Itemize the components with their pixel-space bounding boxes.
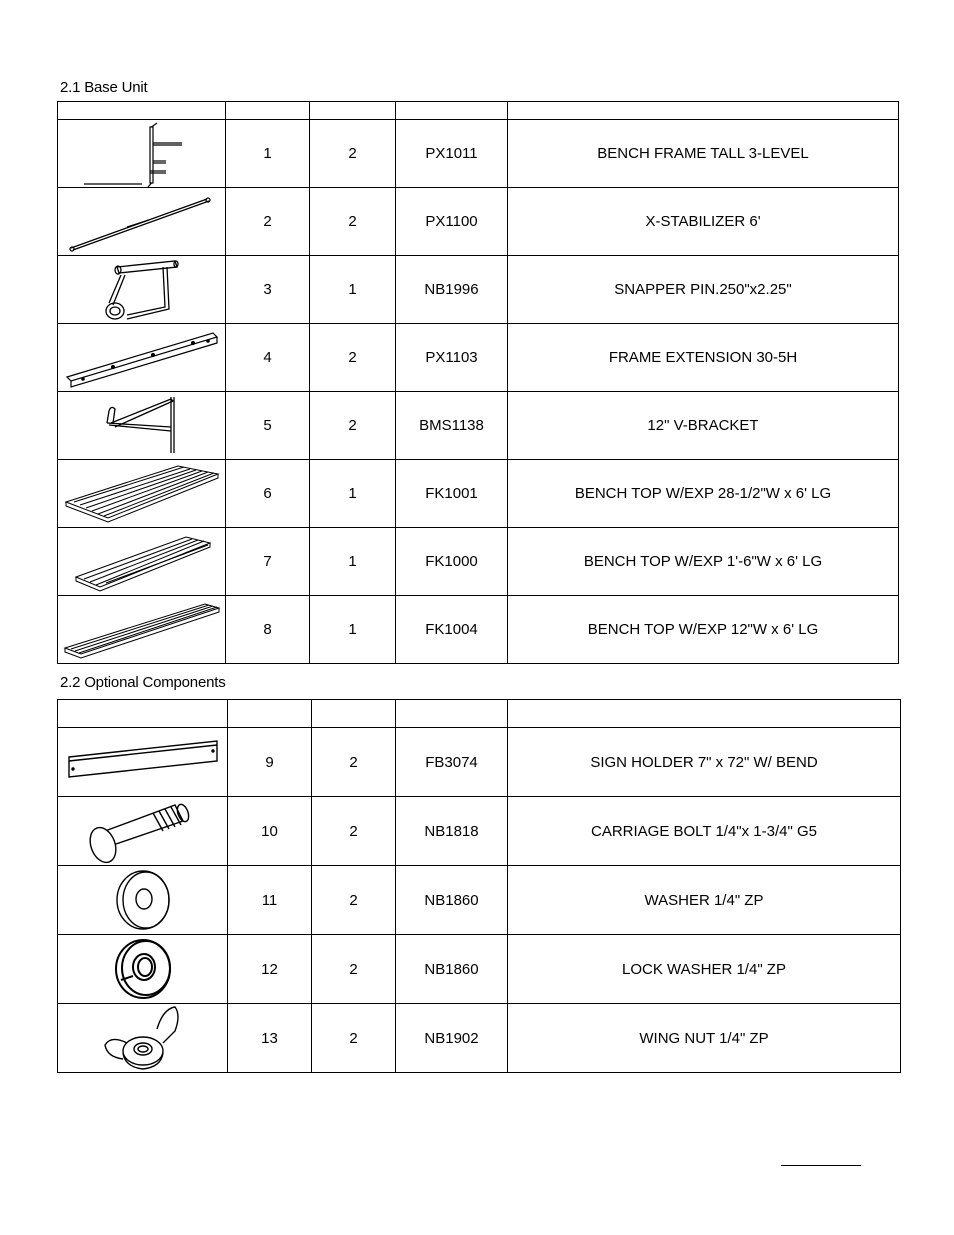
bench-top-wide-icon (62, 462, 222, 526)
item-number: 7 (226, 528, 310, 596)
quantity: 2 (312, 866, 396, 935)
quantity: 1 (310, 596, 396, 664)
table-row (58, 256, 899, 324)
item-number: 9 (228, 728, 312, 797)
part-description: X-STABILIZER 6' (508, 188, 899, 256)
part-description: BENCH TOP W/EXP 12"W x 6' LG (508, 596, 899, 664)
snapper-pin-icon (97, 257, 187, 323)
part-image-cell (58, 392, 226, 460)
table-row (58, 120, 899, 188)
part-image-cell (58, 935, 228, 1004)
header-cell-item (226, 102, 310, 120)
part-image-cell (58, 1004, 228, 1073)
bench-top-medium-icon (70, 531, 214, 593)
part-description: FRAME EXTENSION 30-5H (508, 324, 899, 392)
optional-components-table (57, 699, 901, 1073)
table-row (58, 324, 899, 392)
item-number: 10 (228, 797, 312, 866)
quantity: 1 (310, 460, 396, 528)
part-image-cell (58, 596, 226, 664)
lock-washer-icon (111, 936, 175, 1002)
table-row (58, 797, 901, 866)
header-cell-description (508, 102, 899, 120)
part-number: NB1860 (396, 935, 508, 1004)
part-description: SIGN HOLDER 7" x 72" W/ BEND (508, 728, 901, 797)
header-cell-image (58, 102, 226, 120)
quantity: 1 (310, 256, 396, 324)
part-image-cell (58, 866, 228, 935)
part-number: NB1902 (396, 1004, 508, 1073)
part-number: FK1000 (396, 528, 508, 596)
item-number: 1 (226, 120, 310, 188)
table-row (58, 528, 899, 596)
frame-extension-icon (63, 327, 221, 389)
part-description: BENCH TOP W/EXP 1'-6"W x 6' LG (508, 528, 899, 596)
part-image-cell (58, 188, 226, 256)
quantity: 1 (310, 528, 396, 596)
part-number: NB1996 (396, 256, 508, 324)
table-row (58, 460, 899, 528)
table-row (58, 728, 901, 797)
part-image-cell (58, 460, 226, 528)
part-image-cell (58, 528, 226, 596)
item-number: 5 (226, 392, 310, 460)
part-description: 12" V-BRACKET (508, 392, 899, 460)
part-description: BENCH TOP W/EXP 28-1/2"W x 6' LG (508, 460, 899, 528)
table-row (58, 935, 901, 1004)
part-number: FK1001 (396, 460, 508, 528)
header-cell-part (396, 700, 508, 728)
header-cell-item (228, 700, 312, 728)
header-cell-qty (312, 700, 396, 728)
section-title-base-unit: 2.1 Base Unit (60, 79, 148, 96)
part-description: CARRIAGE BOLT 1/4"x 1-3/4" G5 (508, 797, 901, 866)
table-row (58, 596, 899, 664)
washer-icon (113, 867, 173, 933)
section-title-optional-components: 2.2 Optional Components (60, 674, 226, 691)
item-number: 12 (228, 935, 312, 1004)
item-number: 8 (226, 596, 310, 664)
quantity: 2 (310, 188, 396, 256)
item-number: 11 (228, 866, 312, 935)
sign-holder-icon (65, 737, 221, 787)
quantity: 2 (312, 1004, 396, 1073)
item-number: 6 (226, 460, 310, 528)
quantity: 2 (310, 120, 396, 188)
bench-top-narrow-icon (61, 600, 223, 660)
item-number: 2 (226, 188, 310, 256)
table-header-row (58, 102, 899, 120)
part-number: NB1860 (396, 866, 508, 935)
quantity: 2 (310, 392, 396, 460)
part-description: WASHER 1/4" ZP (508, 866, 901, 935)
v-bracket-icon (97, 393, 187, 459)
part-number: PX1100 (396, 188, 508, 256)
part-image-cell (58, 256, 226, 324)
part-description: LOCK WASHER 1/4" ZP (508, 935, 901, 1004)
part-number: NB1818 (396, 797, 508, 866)
table-row (58, 188, 899, 256)
header-cell-part (396, 102, 508, 120)
part-image-cell (58, 324, 226, 392)
wing-nut-icon (101, 1005, 185, 1071)
part-description: SNAPPER PIN.250"x2.25" (508, 256, 899, 324)
part-image-cell (58, 728, 228, 797)
table-header-row (58, 700, 901, 728)
x-stabilizer-icon (67, 191, 217, 253)
item-number: 3 (226, 256, 310, 324)
quantity: 2 (312, 935, 396, 1004)
part-number: PX1103 (396, 324, 508, 392)
carriage-bolt-icon (83, 797, 203, 865)
part-number: FK1004 (396, 596, 508, 664)
base-unit-parts-table (57, 101, 899, 664)
table-row (58, 392, 899, 460)
header-cell-qty (310, 102, 396, 120)
part-number: BMS1138 (396, 392, 508, 460)
item-number: 13 (228, 1004, 312, 1073)
footer-rule (781, 1165, 861, 1166)
quantity: 2 (310, 324, 396, 392)
header-cell-description (508, 700, 901, 728)
bench-frame-icon (82, 121, 202, 187)
part-description: BENCH FRAME TALL 3-LEVEL (508, 120, 899, 188)
part-image-cell (58, 120, 226, 188)
header-cell-image (58, 700, 228, 728)
part-description: WING NUT 1/4" ZP (508, 1004, 901, 1073)
quantity: 2 (312, 728, 396, 797)
table-row (58, 866, 901, 935)
item-number: 4 (226, 324, 310, 392)
part-image-cell (58, 797, 228, 866)
part-number: PX1011 (396, 120, 508, 188)
part-number: FB3074 (396, 728, 508, 797)
quantity: 2 (312, 797, 396, 866)
table-row (58, 1004, 901, 1073)
